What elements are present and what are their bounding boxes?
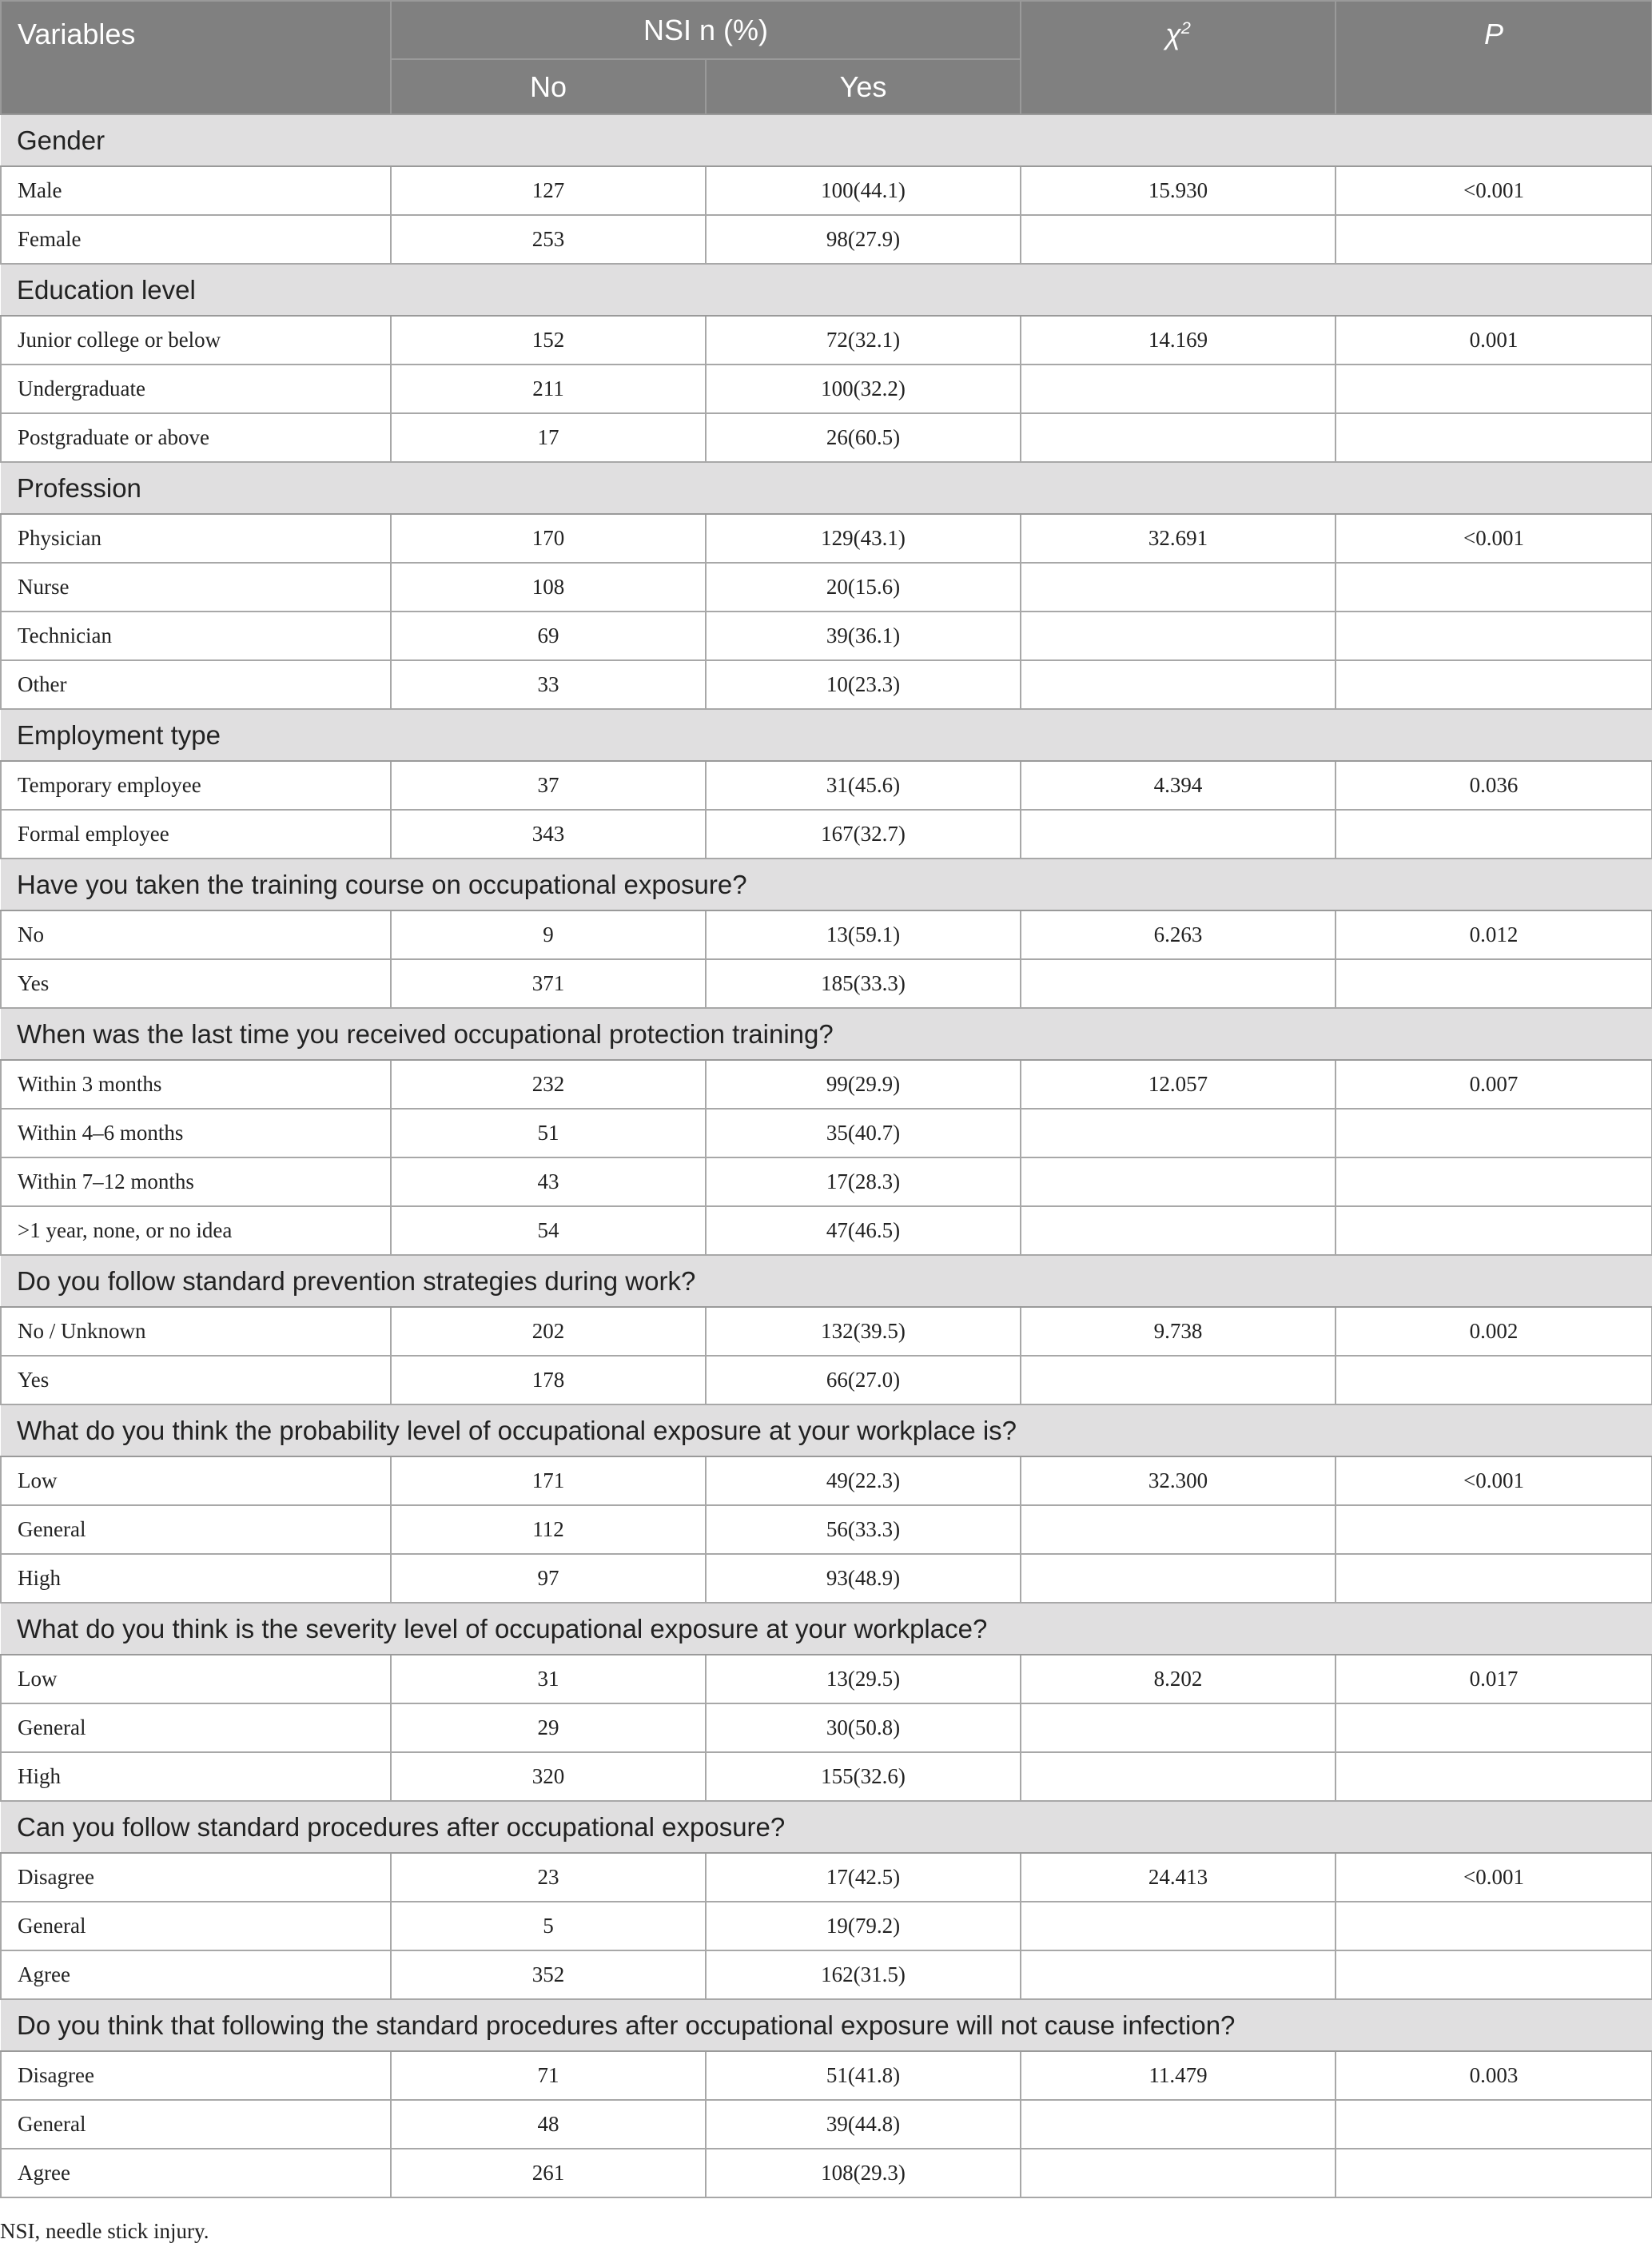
cell-label: Temporary employee <box>1 761 391 810</box>
cell-chi-square: 9.738 <box>1021 1307 1336 1356</box>
table-row <box>1 810 1652 859</box>
group-header-row <box>1 264 1652 316</box>
cell-p-value <box>1336 1356 1652 1404</box>
cell-p-value <box>1336 1703 1652 1752</box>
cell-chi-square: 14.169 <box>1021 316 1336 365</box>
header-variables: Variables <box>1 1 391 114</box>
cell-chi-square <box>1021 1157 1336 1206</box>
cell-chi-square <box>1021 1356 1336 1404</box>
cell-p-value: 0.012 <box>1336 910 1652 959</box>
cell-p-value <box>1336 2100 1652 2149</box>
cell-label: General <box>1 1703 391 1752</box>
cell-yes: 49(22.3) <box>706 1456 1021 1505</box>
table-row <box>1 2149 1652 2197</box>
group-title: Education level <box>1 264 1652 316</box>
cell-chi-square <box>1021 612 1336 660</box>
cell-no: 232 <box>391 1060 706 1109</box>
cell-no: 253 <box>391 215 706 264</box>
cell-chi-square <box>1021 2100 1336 2149</box>
cell-p-value <box>1336 660 1652 709</box>
cell-label: >1 year, none, or no idea <box>1 1206 391 1255</box>
cell-p-value <box>1336 2149 1652 2197</box>
cell-chi-square <box>1021 660 1336 709</box>
cell-yes: 51(41.8) <box>706 2051 1021 2100</box>
cell-label: Agree <box>1 1950 391 1999</box>
cell-no: 352 <box>391 1950 706 1999</box>
cell-no: 48 <box>391 2100 706 2149</box>
cell-chi-square: 6.263 <box>1021 910 1336 959</box>
cell-chi-square: 24.413 <box>1021 1853 1336 1902</box>
table-row <box>1 413 1652 462</box>
cell-chi-square <box>1021 1950 1336 1999</box>
cell-label: Yes <box>1 959 391 1008</box>
cell-no: 51 <box>391 1109 706 1157</box>
cell-yes: 30(50.8) <box>706 1703 1021 1752</box>
cell-no: 371 <box>391 959 706 1008</box>
cell-chi-square: 32.300 <box>1021 1456 1336 1505</box>
table-row <box>1 1060 1652 1109</box>
cell-yes: 129(43.1) <box>706 514 1021 563</box>
cell-label: Nurse <box>1 563 391 612</box>
table-row <box>1 365 1652 413</box>
cell-label: High <box>1 1752 391 1801</box>
cell-chi-square: 32.691 <box>1021 514 1336 563</box>
cell-label: Technician <box>1 612 391 660</box>
cell-yes: 20(15.6) <box>706 563 1021 612</box>
cell-yes: 155(32.6) <box>706 1752 1021 1801</box>
cell-yes: 26(60.5) <box>706 413 1021 462</box>
header-chi-square <box>1021 1 1336 114</box>
cell-yes: 162(31.5) <box>706 1950 1021 1999</box>
cell-yes: 132(39.5) <box>706 1307 1021 1356</box>
cell-no: 31 <box>391 1655 706 1703</box>
group-header-row <box>1 114 1652 166</box>
cell-chi-square <box>1021 1752 1336 1801</box>
cell-p-value <box>1336 1206 1652 1255</box>
group-title: What do you think the probability level of occupational exposure at your workplace is? <box>1 1404 1652 1456</box>
cell-chi-square <box>1021 959 1336 1008</box>
cell-no: 211 <box>391 365 706 413</box>
group-title: Employment type <box>1 709 1652 761</box>
cell-yes: 13(59.1) <box>706 910 1021 959</box>
cell-label: Disagree <box>1 1853 391 1902</box>
cell-yes: 35(40.7) <box>706 1109 1021 1157</box>
cell-yes: 98(27.9) <box>706 215 1021 264</box>
cell-p-value <box>1336 215 1652 264</box>
cell-label: General <box>1 1505 391 1554</box>
cell-no: 23 <box>391 1853 706 1902</box>
cell-chi-square <box>1021 1206 1336 1255</box>
cell-no: 171 <box>391 1456 706 1505</box>
group-title: Do you think that following the standard procedures after occupational exposure will not cause infection? <box>1 1999 1652 2051</box>
table-row <box>1 910 1652 959</box>
cell-chi-square <box>1021 810 1336 859</box>
cell-no: 127 <box>391 166 706 215</box>
header-yes: Yes <box>706 59 1021 114</box>
table-row <box>1 1752 1652 1801</box>
cell-no: 17 <box>391 413 706 462</box>
table-row <box>1 2051 1652 2100</box>
header-no: No <box>391 59 706 114</box>
group-header-row <box>1 1999 1652 2051</box>
group-title: Have you taken the training course on occupational exposure? <box>1 859 1652 910</box>
group-header-row <box>1 859 1652 910</box>
cell-yes: 185(33.3) <box>706 959 1021 1008</box>
cell-yes: 17(42.5) <box>706 1853 1021 1902</box>
cell-label: Within 4–6 months <box>1 1109 391 1157</box>
cell-yes: 108(29.3) <box>706 2149 1021 2197</box>
chi-base: χ <box>1165 18 1181 50</box>
cell-yes: 93(48.9) <box>706 1554 1021 1603</box>
cell-p-value <box>1336 1505 1652 1554</box>
cell-p-value: <0.001 <box>1336 1853 1652 1902</box>
cell-chi-square <box>1021 563 1336 612</box>
cell-yes: 31(45.6) <box>706 761 1021 810</box>
group-header-row <box>1 462 1652 514</box>
cell-p-value: 0.036 <box>1336 761 1652 810</box>
cell-yes: 19(79.2) <box>706 1902 1021 1950</box>
group-header-row <box>1 709 1652 761</box>
cell-p-value <box>1336 413 1652 462</box>
table-row <box>1 1655 1652 1703</box>
table-row <box>1 1356 1652 1404</box>
cell-p-value <box>1336 810 1652 859</box>
cell-chi-square <box>1021 1902 1336 1950</box>
cell-label: General <box>1 2100 391 2149</box>
cell-label: Junior college or below <box>1 316 391 365</box>
cell-chi-square <box>1021 413 1336 462</box>
cell-chi-square <box>1021 1554 1336 1603</box>
cell-yes: 72(32.1) <box>706 316 1021 365</box>
cell-chi-square <box>1021 1703 1336 1752</box>
table-row <box>1 612 1652 660</box>
table-row <box>1 1950 1652 1999</box>
group-title: Profession <box>1 462 1652 514</box>
chi-superscript: 2 <box>1180 18 1191 38</box>
cell-no: 97 <box>391 1554 706 1603</box>
cell-no: 9 <box>391 910 706 959</box>
group-title: Gender <box>1 114 1652 166</box>
header-p-value: P <box>1336 1 1652 114</box>
table-header <box>1 1 1652 114</box>
cell-p-value <box>1336 1950 1652 1999</box>
cell-no: 108 <box>391 563 706 612</box>
cell-p-value: 0.017 <box>1336 1655 1652 1703</box>
header-nsi: NSI n (%) <box>391 1 1021 59</box>
cell-label: Undergraduate <box>1 365 391 413</box>
cell-label: Female <box>1 215 391 264</box>
group-title: When was the last time you received occupational protection training? <box>1 1008 1652 1060</box>
cell-yes: 99(29.9) <box>706 1060 1021 1109</box>
table-row <box>1 1456 1652 1505</box>
group-header-row <box>1 1008 1652 1060</box>
cell-label: General <box>1 1902 391 1950</box>
cell-yes: 66(27.0) <box>706 1356 1021 1404</box>
cell-p-value <box>1336 563 1652 612</box>
cell-chi-square <box>1021 2149 1336 2197</box>
cell-p-value: 0.003 <box>1336 2051 1652 2100</box>
table-row <box>1 660 1652 709</box>
cell-label: No / Unknown <box>1 1307 391 1356</box>
table-row <box>1 1554 1652 1603</box>
cell-p-value: 0.001 <box>1336 316 1652 365</box>
cell-label: Disagree <box>1 2051 391 2100</box>
cell-chi-square: 12.057 <box>1021 1060 1336 1109</box>
table-row <box>1 1505 1652 1554</box>
cell-p-value <box>1336 959 1652 1008</box>
cell-chi-square: 4.394 <box>1021 761 1336 810</box>
cell-yes: 39(36.1) <box>706 612 1021 660</box>
group-title: Do you follow standard prevention strategies during work? <box>1 1255 1652 1307</box>
table-row <box>1 1853 1652 1902</box>
cell-yes: 167(32.7) <box>706 810 1021 859</box>
group-title: Can you follow standard procedures after occupational exposure? <box>1 1801 1652 1853</box>
table-row <box>1 1206 1652 1255</box>
cell-no: 69 <box>391 612 706 660</box>
cell-label: High <box>1 1554 391 1603</box>
cell-chi-square <box>1021 365 1336 413</box>
cell-label: Within 7–12 months <box>1 1157 391 1206</box>
table-row <box>1 1902 1652 1950</box>
cell-p-value <box>1336 365 1652 413</box>
cell-no: 152 <box>391 316 706 365</box>
cell-chi-square <box>1021 1109 1336 1157</box>
table-row <box>1 563 1652 612</box>
table-row <box>1 1109 1652 1157</box>
cell-p-value: <0.001 <box>1336 1456 1652 1505</box>
cell-chi-square: 11.479 <box>1021 2051 1336 2100</box>
cell-yes: 17(28.3) <box>706 1157 1021 1206</box>
cell-yes: 100(32.2) <box>706 365 1021 413</box>
group-header-row <box>1 1404 1652 1456</box>
cell-yes: 39(44.8) <box>706 2100 1021 2149</box>
cell-label: Low <box>1 1456 391 1505</box>
cell-yes: 10(23.3) <box>706 660 1021 709</box>
table-row <box>1 166 1652 215</box>
cell-p-value <box>1336 1554 1652 1603</box>
cell-no: 37 <box>391 761 706 810</box>
cell-label: Postgraduate or above <box>1 413 391 462</box>
cell-chi-square <box>1021 1505 1336 1554</box>
cell-no: 261 <box>391 2149 706 2197</box>
cell-label: Physician <box>1 514 391 563</box>
cell-yes: 13(29.5) <box>706 1655 1021 1703</box>
cell-label: Male <box>1 166 391 215</box>
cell-no: 170 <box>391 514 706 563</box>
cell-label: Within 3 months <box>1 1060 391 1109</box>
cell-p-value <box>1336 1902 1652 1950</box>
table-row <box>1 215 1652 264</box>
cell-p-value: <0.001 <box>1336 514 1652 563</box>
group-title: What do you think is the severity level of occupational exposure at your workplace? <box>1 1603 1652 1655</box>
table-footnote: NSI, needle stick injury. <box>0 2219 209 2243</box>
group-header-row <box>1 1603 1652 1655</box>
cell-p-value <box>1336 1752 1652 1801</box>
cell-no: 54 <box>391 1206 706 1255</box>
cell-label: Formal employee <box>1 810 391 859</box>
cell-p-value: <0.001 <box>1336 166 1652 215</box>
table-row <box>1 1703 1652 1752</box>
cell-no: 112 <box>391 1505 706 1554</box>
cell-p-value <box>1336 612 1652 660</box>
table-row <box>1 316 1652 365</box>
cell-chi-square: 8.202 <box>1021 1655 1336 1703</box>
group-header-row <box>1 1801 1652 1853</box>
table-row <box>1 761 1652 810</box>
table-row <box>1 1307 1652 1356</box>
cell-label: Agree <box>1 2149 391 2197</box>
table-row <box>1 1157 1652 1206</box>
cell-no: 343 <box>391 810 706 859</box>
cell-no: 29 <box>391 1703 706 1752</box>
cell-yes: 56(33.3) <box>706 1505 1021 1554</box>
cell-label: Other <box>1 660 391 709</box>
cell-no: 202 <box>391 1307 706 1356</box>
table-row <box>1 2100 1652 2149</box>
group-header-row <box>1 1255 1652 1307</box>
cell-label: No <box>1 910 391 959</box>
cell-yes: 47(46.5) <box>706 1206 1021 1255</box>
cell-no: 33 <box>391 660 706 709</box>
table-row <box>1 959 1652 1008</box>
cell-no: 5 <box>391 1902 706 1950</box>
cell-no: 178 <box>391 1356 706 1404</box>
cell-yes: 100(44.1) <box>706 166 1021 215</box>
cell-p-value: 0.007 <box>1336 1060 1652 1109</box>
table-body <box>1 114 1652 2197</box>
cell-no: 320 <box>391 1752 706 1801</box>
cell-p-value: 0.002 <box>1336 1307 1652 1356</box>
cell-label: Low <box>1 1655 391 1703</box>
cell-chi-square <box>1021 215 1336 264</box>
cell-chi-square: 15.930 <box>1021 166 1336 215</box>
table-row <box>1 514 1652 563</box>
cell-label: Yes <box>1 1356 391 1404</box>
cell-p-value <box>1336 1157 1652 1206</box>
cell-no: 43 <box>391 1157 706 1206</box>
cell-p-value <box>1336 1109 1652 1157</box>
cell-no: 71 <box>391 2051 706 2100</box>
